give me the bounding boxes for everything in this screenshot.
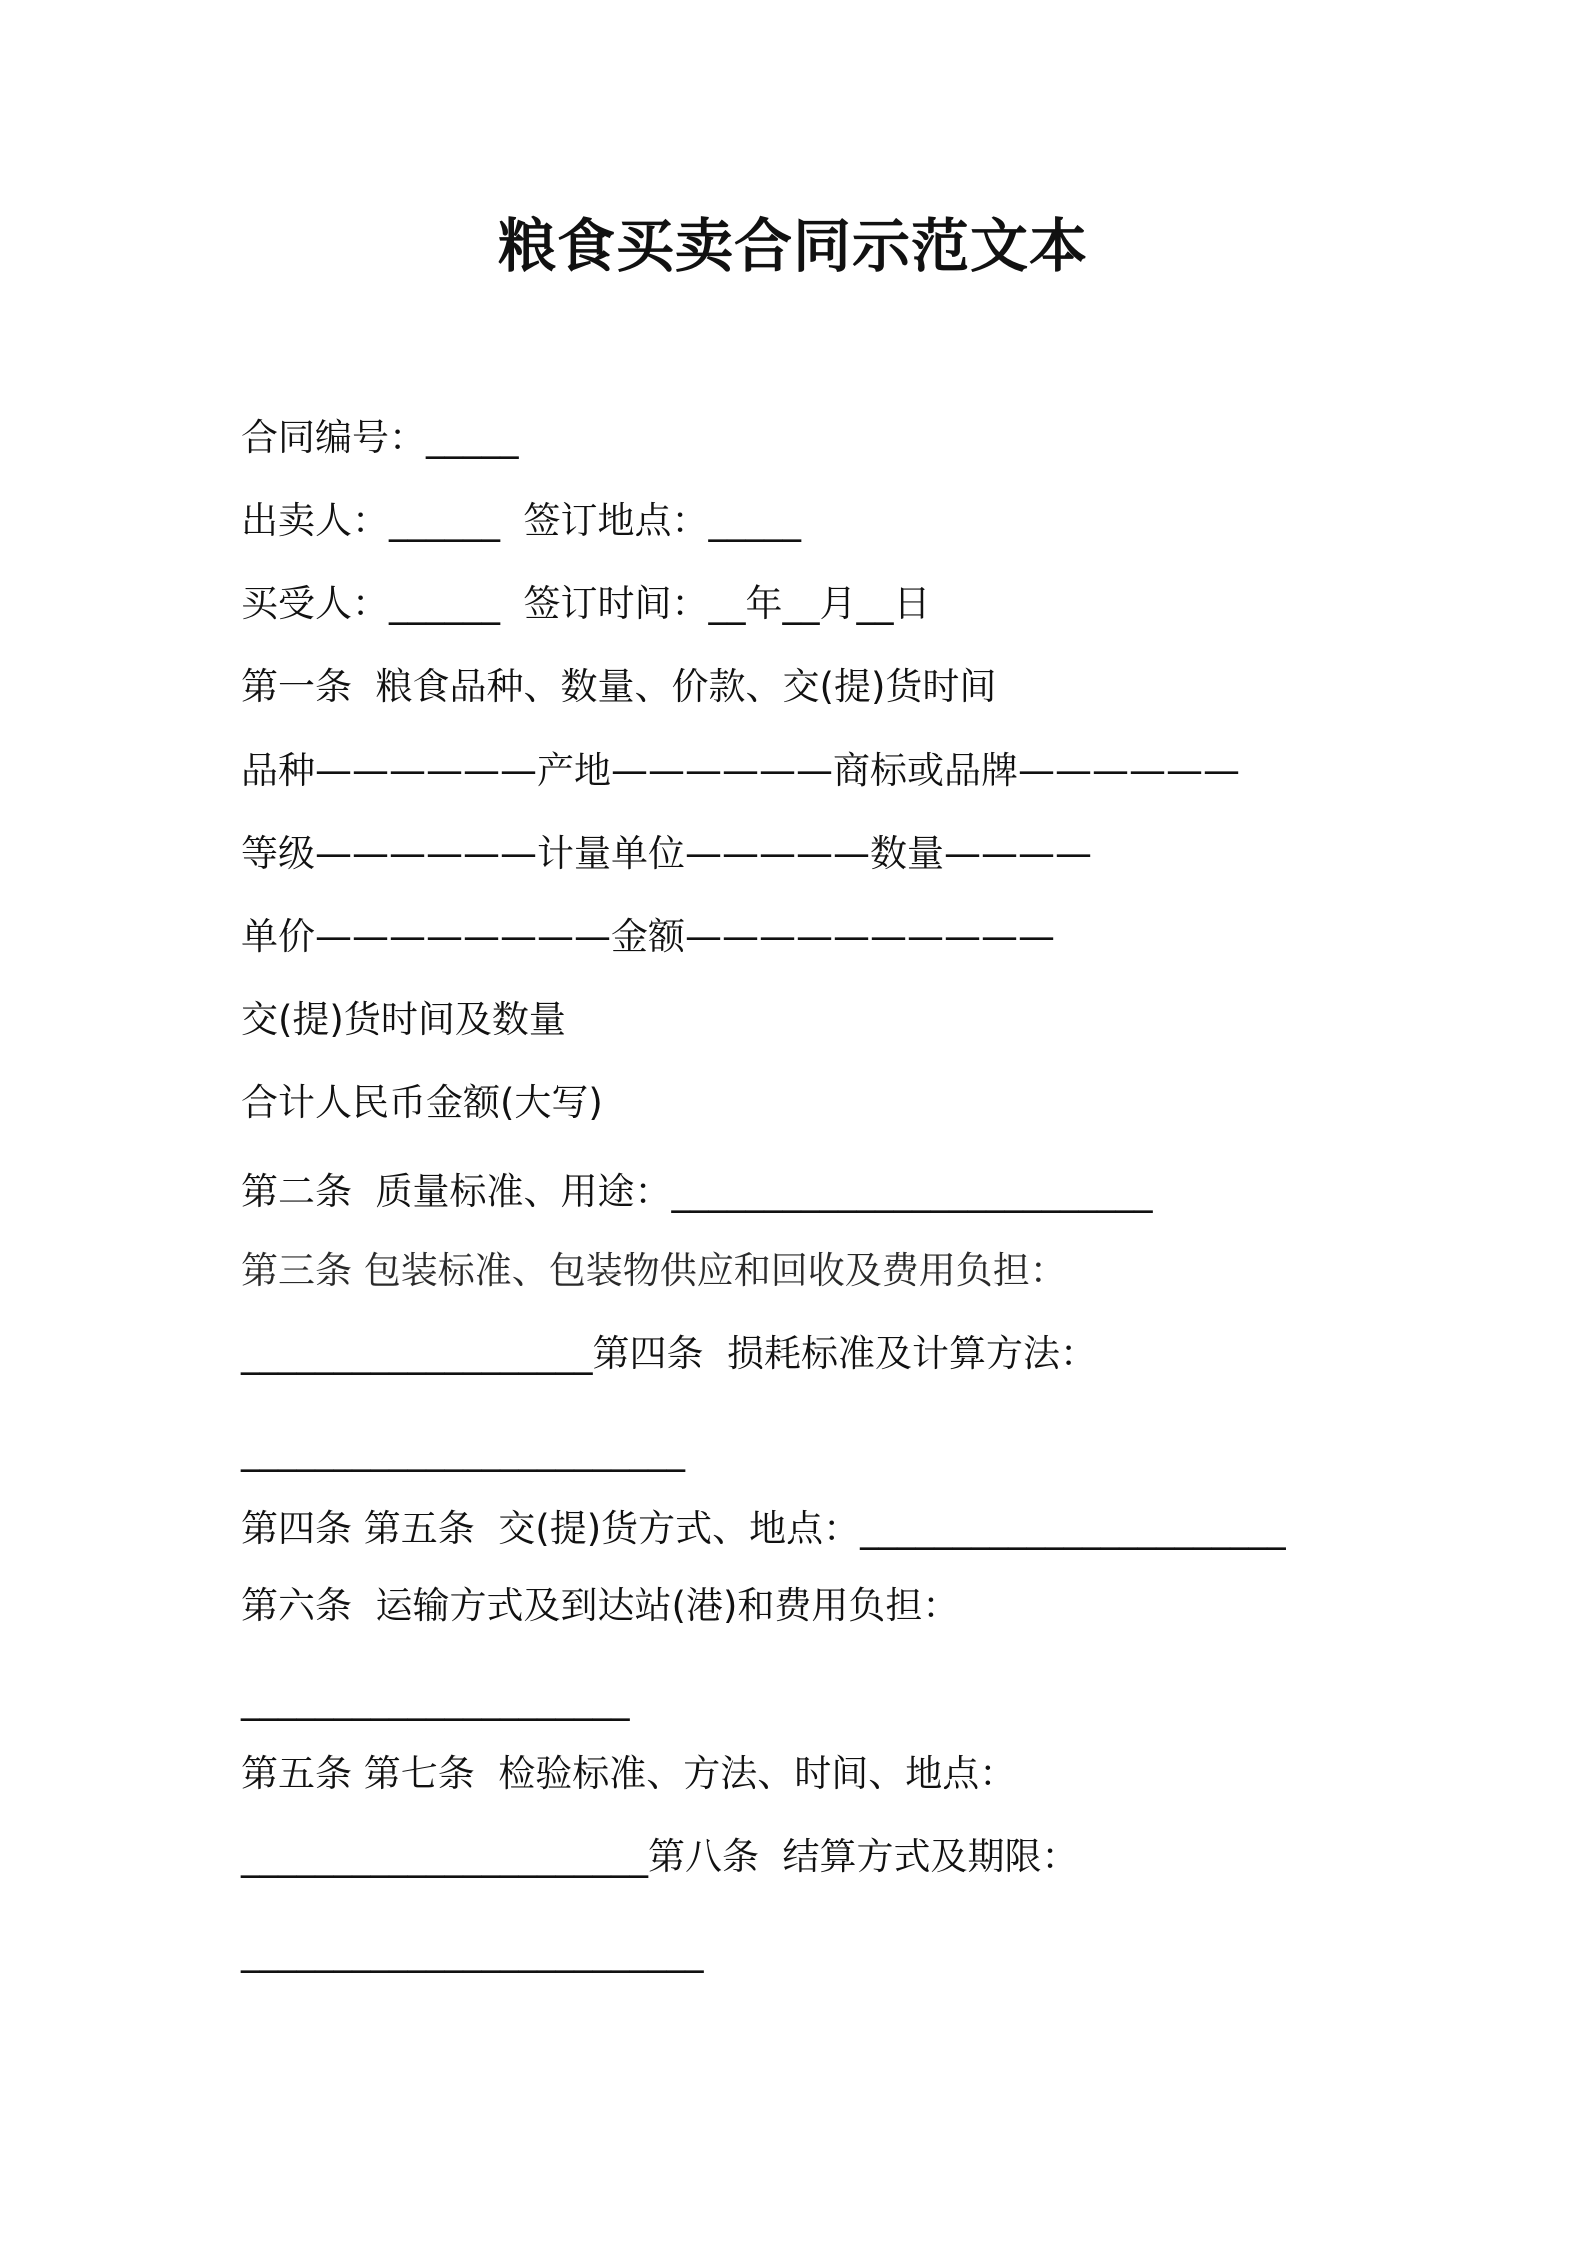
blank-line-2: _____________________ bbox=[241, 1678, 630, 1721]
article-7-line: 第五条 第七条 检验标准、方法、时间、地点： bbox=[241, 1752, 1017, 1795]
article-8-line: ______________________第八条 结算方式及期限： bbox=[241, 1835, 1079, 1878]
article-6-line: 第六条 运输方式及到达站(港)和费用负担： bbox=[241, 1584, 960, 1627]
article-3-line: 第三条 包装标准、包装物供应和回收及费用负担： bbox=[241, 1249, 1067, 1292]
contract-number-line: 合同编号：_____ bbox=[241, 416, 519, 459]
document-title: 粮食买卖合同示范文本 bbox=[497, 212, 1088, 280]
variety-line: 品种——————产地——————商标或品牌—————— bbox=[241, 749, 1240, 792]
seller-line: 出卖人：______ 签订地点：_____ bbox=[241, 499, 802, 542]
blank-line-3: _________________________ bbox=[241, 1930, 704, 1973]
buyer-line: 买受人：______ 签订时间：__年__月__日 bbox=[241, 582, 931, 625]
total-amount-line: 合计人民币金额(大写) bbox=[241, 1081, 603, 1124]
unit-price-line: 单价————————金额—————————— bbox=[241, 915, 1055, 958]
delivery-time-line: 交(提)货时间及数量 bbox=[241, 998, 566, 1041]
article-1-heading: 第一条 粮食品种、数量、价款、交(提)货时间 bbox=[241, 665, 997, 708]
grade-line: 等级——————计量单位—————数量———— bbox=[241, 832, 1092, 875]
article-5-line: 第四条 第五条 交(提)货方式、地点：_______________________ bbox=[241, 1507, 1286, 1550]
article-4-line: ___________________第四条 损耗标准及计算方法： bbox=[241, 1332, 1098, 1375]
article-2-line: 第二条 质量标准、用途：__________________________ bbox=[241, 1170, 1153, 1213]
blank-line-1: ________________________ bbox=[241, 1429, 685, 1472]
